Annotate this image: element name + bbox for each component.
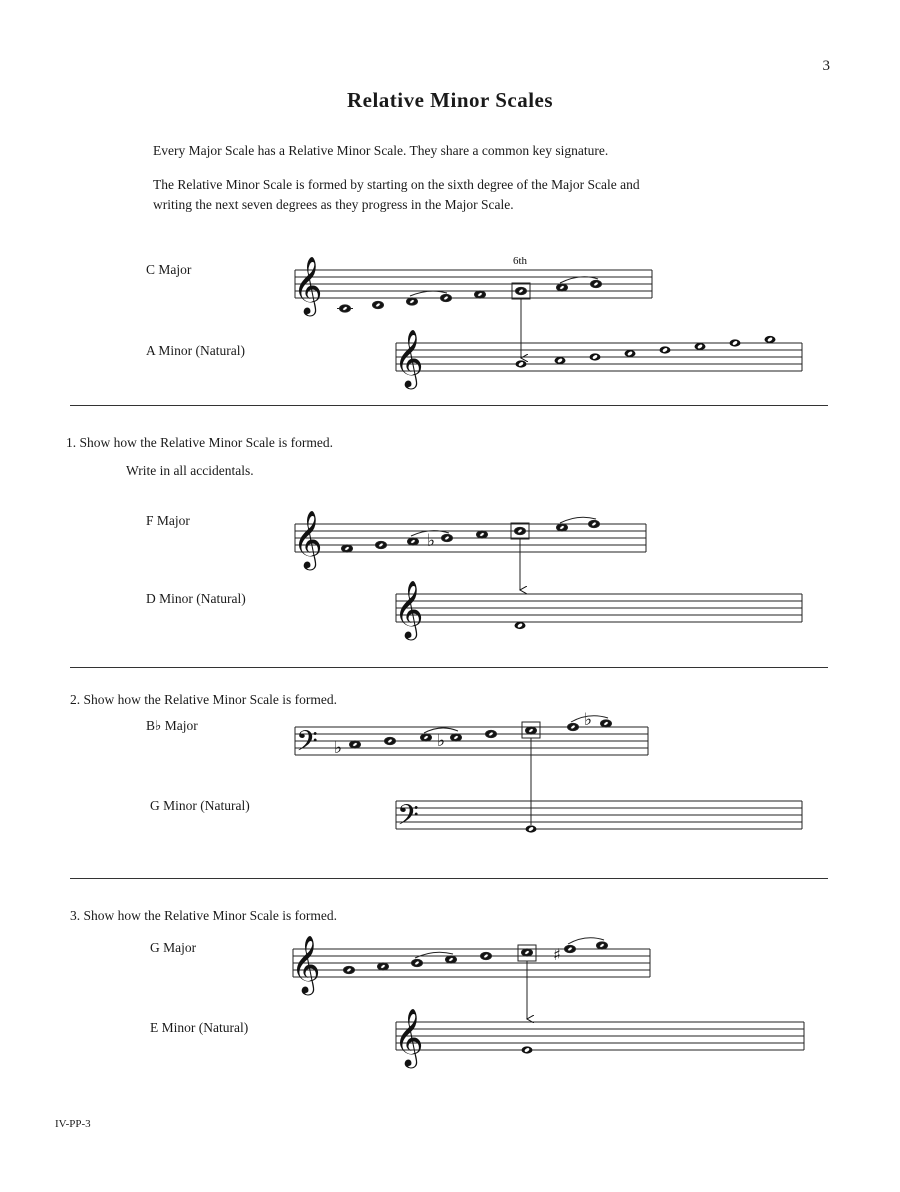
flat-icon: ♭ — [584, 710, 593, 730]
intro-line-2b: writing the next seven degrees as they progress in the Major Scale. — [153, 197, 514, 212]
intro-line-2a: The Relative Minor Scale is formed by starting on the sixth degree of the Major Scale and — [153, 177, 640, 192]
exercise-2-instruction: 2. Show how the Relative Minor Scale is formed. — [70, 692, 337, 707]
staff-bb-major — [295, 727, 648, 755]
treble-clef-icon: 𝄞 — [293, 510, 323, 568]
flat-icon: ♭ — [437, 731, 446, 751]
staff-g-minor — [396, 801, 802, 829]
intro-line-1: Every Major Scale has a Relative Minor Scale. They share a common key signature. — [153, 143, 609, 158]
note-a-sixth — [516, 287, 527, 294]
tie-slur — [410, 291, 447, 296]
bass-clef-icon: 𝄢 — [296, 725, 318, 765]
sixth-label: 6th — [513, 255, 528, 267]
exercise-2-major-label: B♭ Major — [146, 718, 198, 733]
exercise-3-minor-label: E Minor (Natural) — [150, 1020, 249, 1035]
scale-notes-g-minor — [526, 825, 537, 832]
treble-clef-icon: 𝄞 — [394, 329, 424, 387]
scale-notes-f-major — [342, 517, 600, 590]
treble-clef-icon: 𝄞 — [293, 256, 323, 314]
page-number: 3 — [822, 58, 830, 74]
example-major-label: C Major — [146, 262, 192, 277]
scale-notes-bb-major — [350, 716, 612, 825]
exercise-1-instruction: 1. Show how the Relative Minor Scale is formed. — [66, 435, 333, 450]
scale-notes-g-major — [344, 938, 608, 1019]
exercise-1-major-label: F Major — [146, 513, 190, 528]
scale-notes-d-minor — [515, 622, 526, 629]
treble-clef-icon: 𝄞 — [394, 580, 424, 638]
note-b — [557, 284, 568, 291]
treble-clef-icon: 𝄞 — [291, 935, 321, 993]
exercise-1-sub-instruction: Write in all accidentals. — [126, 463, 254, 478]
exercise-2-minor-label: G Minor (Natural) — [150, 798, 250, 813]
footer-code: IV-PP-3 — [55, 1118, 91, 1130]
flat-icon: ♭ — [334, 738, 343, 758]
note-d — [373, 301, 384, 308]
note-f — [441, 294, 452, 301]
exercise-1-minor-label: D Minor (Natural) — [146, 591, 246, 606]
scale-notes-e-minor — [522, 1046, 533, 1053]
note-e — [407, 298, 418, 305]
bass-clef-icon: 𝄢 — [397, 799, 419, 839]
staff-e-minor — [396, 1022, 804, 1050]
note-c — [340, 305, 351, 312]
scale-notes-a-minor — [516, 336, 776, 368]
scale-notes-c-major — [337, 277, 602, 358]
exercise-3-instruction: 3. Show how the Relative Minor Scale is formed. — [70, 908, 337, 923]
page-title: Relative Minor Scales — [346, 88, 554, 112]
example-minor-label: A Minor (Natural) — [146, 343, 245, 358]
flat-icon: ♭ — [427, 531, 436, 551]
exercise-3-major-label: G Major — [150, 940, 197, 955]
note-c-high — [591, 280, 602, 287]
note-g — [475, 291, 486, 298]
staff-d-minor — [396, 594, 802, 622]
sharp-icon: ♯ — [553, 945, 561, 964]
treble-clef-icon: 𝄞 — [394, 1008, 424, 1066]
